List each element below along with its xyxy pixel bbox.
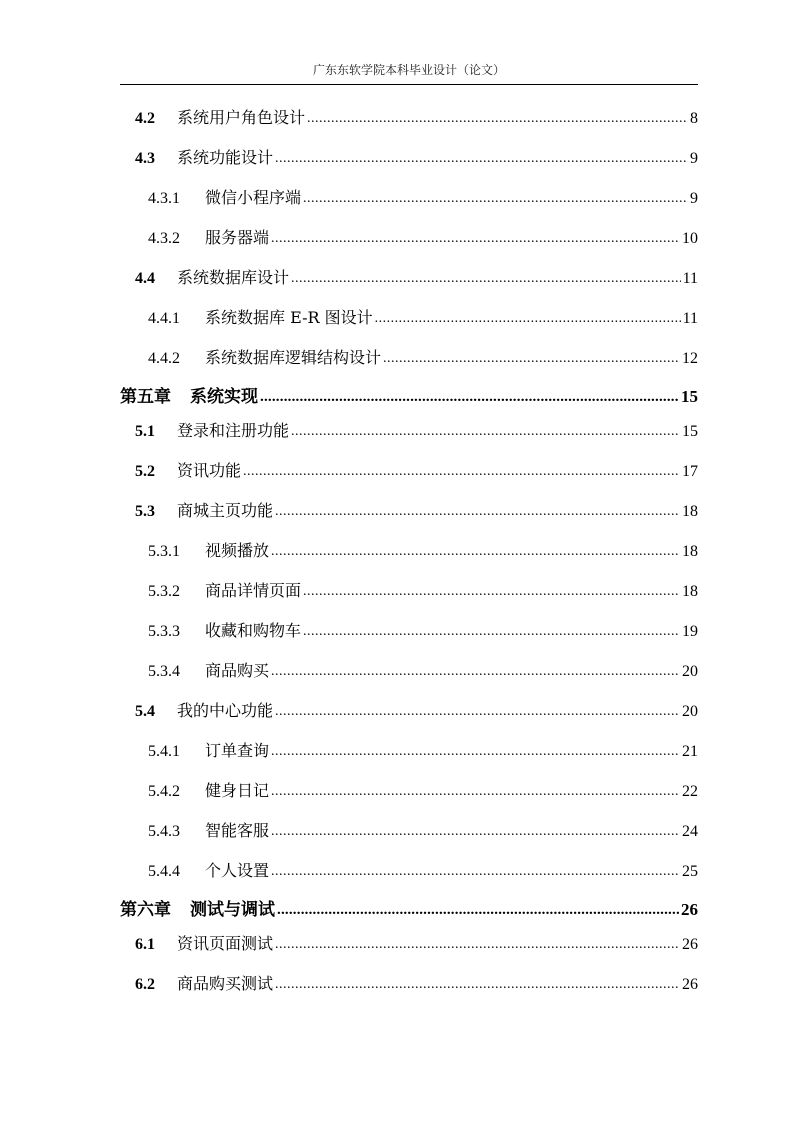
toc-entry-page: 15 (682, 423, 698, 440)
toc-dot-leader (291, 265, 681, 291)
toc-entry-page: 21 (682, 743, 698, 760)
toc-entry[interactable] (148, 579, 698, 603)
toc-entry-title: 登录和注册功能 (177, 421, 290, 440)
toc-dot-leader (303, 185, 688, 211)
toc-entry-title: 系统数据库 E-R 图设计 (205, 308, 373, 327)
toc-entry-number: 6.1 (135, 936, 155, 953)
toc-entry-page: 26 (682, 936, 698, 953)
toc-dot-leader (303, 618, 680, 644)
toc-entry-number: 5.4.1 (148, 743, 180, 760)
toc-entry-page: 12 (682, 350, 698, 367)
toc-entry-number: 5.3.4 (148, 663, 180, 680)
toc-entry-title: 视频播放 (205, 541, 270, 560)
toc-entry-title: 收藏和购物车 (205, 621, 302, 640)
toc-entry-number: 5.3 (135, 503, 155, 520)
toc-entry-page: 17 (682, 463, 698, 480)
toc-entry[interactable] (148, 859, 698, 883)
toc-entry[interactable] (135, 499, 698, 523)
toc-dot-leader (291, 418, 680, 444)
toc-entry-title: 系统功能设计 (177, 148, 274, 167)
toc-dot-leader (260, 384, 679, 409)
toc-entry-number: 4.4.2 (148, 350, 180, 367)
toc-dot-leader (271, 538, 680, 564)
toc-dot-leader (275, 971, 680, 997)
toc-dot-leader (375, 305, 681, 331)
toc-entry-title: 商品购买 (205, 661, 270, 680)
toc-entry-page: 18 (682, 543, 698, 560)
toc-entry[interactable] (135, 699, 698, 723)
toc-entry[interactable] (148, 306, 698, 330)
toc-dot-leader (275, 931, 680, 957)
toc-dot-leader (271, 225, 680, 251)
toc-dot-leader (303, 578, 680, 604)
toc-entry-title: 系统数据库逻辑结构设计 (205, 348, 382, 367)
toc-entry[interactable] (148, 659, 698, 683)
toc-entry[interactable] (135, 972, 698, 996)
toc-entry-title: 服务器端 (205, 228, 270, 247)
toc-entry[interactable] (148, 186, 698, 210)
toc-entry-page: 11 (682, 270, 698, 287)
toc-entry[interactable] (148, 779, 698, 803)
toc-entry-number: 5.3.2 (148, 583, 180, 600)
toc-dot-leader (275, 698, 680, 724)
toc-entry-page: 9 (690, 150, 698, 167)
toc-entry-number: 5.2 (135, 463, 155, 480)
toc-entry-number: 4.2 (135, 110, 155, 127)
toc-entry-page: 11 (682, 310, 698, 327)
toc-entry-title: 健身日记 (205, 781, 270, 800)
toc-entry-number: 5.4 (135, 703, 155, 720)
toc-dot-leader (277, 897, 679, 922)
toc-chapter-page: 26 (681, 900, 698, 919)
toc-entry-number: 4.3.1 (148, 190, 180, 207)
toc-dot-leader (271, 778, 680, 804)
page-header: 广东东软学院本科毕业设计（论文） (312, 63, 505, 77)
toc-entry-page: 8 (690, 110, 698, 127)
toc-entry-title: 资讯页面测试 (177, 934, 274, 953)
toc-dot-leader (271, 818, 680, 844)
toc-entry-number: 5.3.1 (148, 543, 180, 560)
toc-entry-number: 5.1 (135, 423, 155, 440)
toc-entry-page: 19 (682, 623, 698, 640)
toc-entry-number: 5.4.3 (148, 823, 180, 840)
toc-entry-page: 20 (682, 703, 698, 720)
toc-entry-number: 5.4.2 (148, 783, 180, 800)
toc-entry-title: 微信小程序端 (205, 188, 302, 207)
toc-entry[interactable] (135, 266, 698, 290)
toc-entry-page: 20 (682, 663, 698, 680)
toc-chapter-entry[interactable] (120, 385, 698, 409)
toc-entry-page: 18 (682, 503, 698, 520)
toc-entry-number: 5.3.3 (148, 623, 180, 640)
toc-entry[interactable] (148, 819, 698, 843)
toc-entry[interactable] (135, 106, 698, 130)
toc-chapter-number: 第六章 (120, 900, 171, 920)
toc-entry[interactable] (148, 619, 698, 643)
toc-entry-number: 4.3 (135, 150, 155, 167)
toc-entry-number: 4.4.1 (148, 310, 180, 327)
toc-entry[interactable] (148, 539, 698, 563)
toc-chapter-title: 测试与调试 (190, 900, 275, 920)
toc-entry-title: 我的中心功能 (177, 701, 274, 720)
toc-entry-title: 商城主页功能 (177, 501, 274, 520)
toc-entry-page: 26 (682, 976, 698, 993)
toc-dot-leader (271, 858, 680, 884)
toc-entry-title: 系统数据库设计 (177, 268, 290, 287)
toc-entry[interactable] (148, 346, 698, 370)
toc-dot-leader (383, 345, 680, 371)
toc-chapter-entry[interactable] (120, 898, 698, 922)
toc-entry-number: 4.4 (135, 270, 155, 287)
toc-dot-leader (271, 658, 680, 684)
toc-dot-leader (275, 498, 680, 524)
toc-entry-title: 资讯功能 (177, 461, 242, 480)
toc-dot-leader (271, 738, 680, 764)
toc-entry-title: 商品购买测试 (177, 974, 274, 993)
toc-entry[interactable] (148, 739, 698, 763)
toc-chapter-page: 15 (681, 387, 698, 406)
toc-chapter-title: 系统实现 (190, 387, 258, 407)
toc-entry[interactable] (148, 226, 698, 250)
toc-entry-title: 智能客服 (205, 821, 270, 840)
toc-entry-title: 个人设置 (205, 861, 270, 880)
toc-entry-page: 10 (682, 230, 698, 247)
toc-entry-page: 18 (682, 583, 698, 600)
toc-dot-leader (243, 458, 680, 484)
toc-dot-leader (275, 145, 688, 171)
toc-entry[interactable] (135, 419, 698, 443)
toc-entry[interactable] (135, 146, 698, 170)
toc-entry-page: 24 (682, 823, 698, 840)
toc-entry-page: 9 (690, 190, 698, 207)
toc-dot-leader (307, 105, 688, 131)
toc-entry-number: 4.3.2 (148, 230, 180, 247)
toc-entry-number: 5.4.4 (148, 863, 180, 880)
toc-entry-title: 商品详情页面 (205, 581, 302, 600)
toc-entry-number: 6.2 (135, 976, 155, 993)
toc-entry[interactable] (135, 932, 698, 956)
toc-chapter-number: 第五章 (120, 387, 171, 407)
toc-entry-title: 订单查询 (205, 741, 270, 760)
toc-entry-page: 25 (682, 863, 698, 880)
toc-entry[interactable] (135, 459, 698, 483)
toc-entry-title: 系统用户角色设计 (177, 108, 306, 127)
toc-entry-page: 22 (682, 783, 698, 800)
